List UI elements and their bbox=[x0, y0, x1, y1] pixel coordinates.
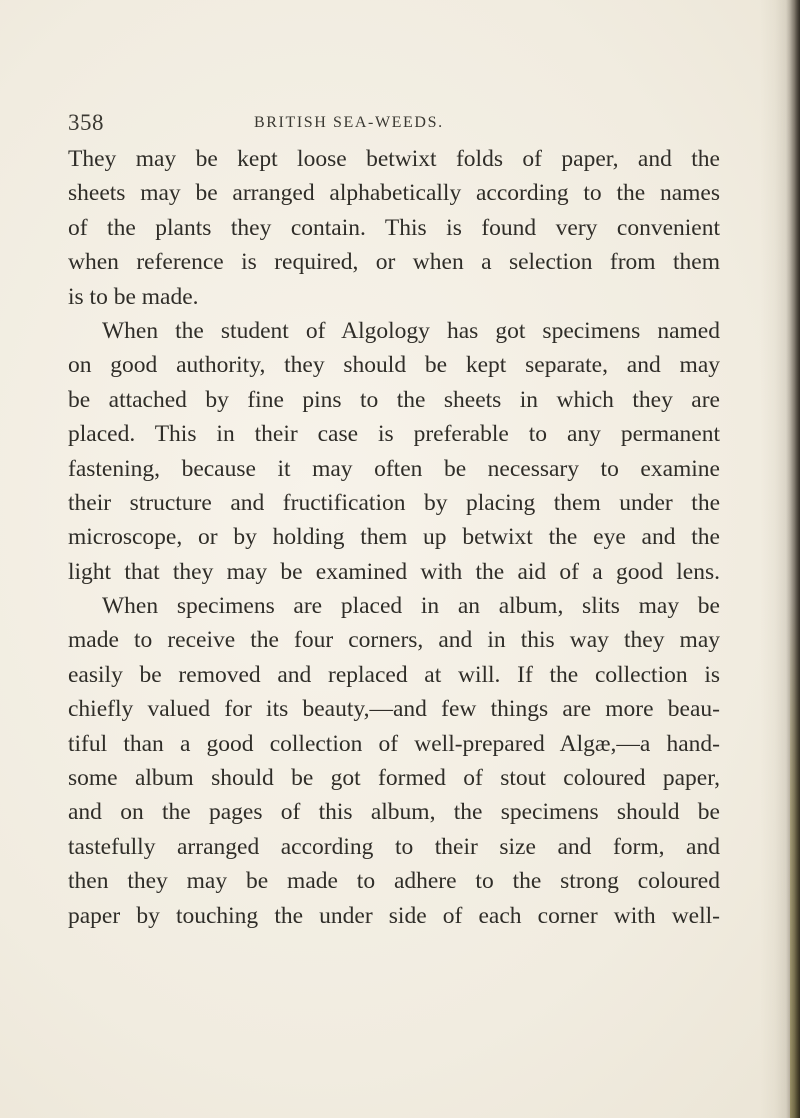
text-line: microscope, or by holding them up betwixt the eye and the bbox=[68, 524, 720, 551]
text-line: on good authority, they should be kept separate, and may bbox=[68, 352, 720, 379]
text-line: made to receive the four corners, and in this way they may bbox=[68, 627, 720, 654]
text-line: tastefully arranged according to their size and form, and bbox=[68, 833, 720, 860]
text-line: then they may be made to adhere to the strong coloured bbox=[68, 868, 720, 895]
text-line: light that they may be examined with the aid of a good lens. bbox=[68, 558, 720, 585]
text-line: some album should be got formed of stout coloured paper, bbox=[68, 765, 720, 792]
running-title: BRITISH SEA-WEEDS. bbox=[254, 114, 444, 131]
text-line: be attached by fine pins to the sheets in which they are bbox=[68, 386, 720, 413]
page-number: 358 bbox=[68, 110, 104, 135]
page-edge-shadow bbox=[786, 0, 800, 1118]
text-line: tiful than a good collection of well-prepared Algæ,—a hand- bbox=[68, 730, 720, 757]
text-line: paper by touching the under side of each corner with well- bbox=[68, 902, 720, 929]
text-line: of the plants they contain. This is found very convenient bbox=[68, 214, 720, 241]
text-line: sheets may be arranged alphabetically according to the names bbox=[68, 180, 720, 207]
text-line: chiefly valued for its beauty,—and few things are more beau- bbox=[68, 696, 720, 723]
text-line: When specimens are placed in an album, slits may be bbox=[102, 593, 720, 620]
text-line: easily be removed and replaced at will. If the collection is bbox=[68, 661, 720, 688]
text-line: is to be made. bbox=[68, 283, 199, 310]
text-line: when reference is required, or when a selection from them bbox=[68, 249, 720, 276]
text-line: When the student of Algology has got specimens named bbox=[102, 317, 720, 344]
text-line: They may be kept loose betwixt folds of paper, and the bbox=[68, 146, 720, 172]
body-text bbox=[68, 142, 720, 933]
text-line: and on the pages of this album, the specimens should be bbox=[68, 799, 720, 826]
text-line: their structure and fructification by placing them under the bbox=[68, 489, 720, 516]
page-header bbox=[68, 110, 728, 140]
text-line: placed. This in their case is preferable to any permanent bbox=[68, 421, 720, 448]
text-line: fastening, because it may often be necessary to examine bbox=[68, 455, 720, 482]
